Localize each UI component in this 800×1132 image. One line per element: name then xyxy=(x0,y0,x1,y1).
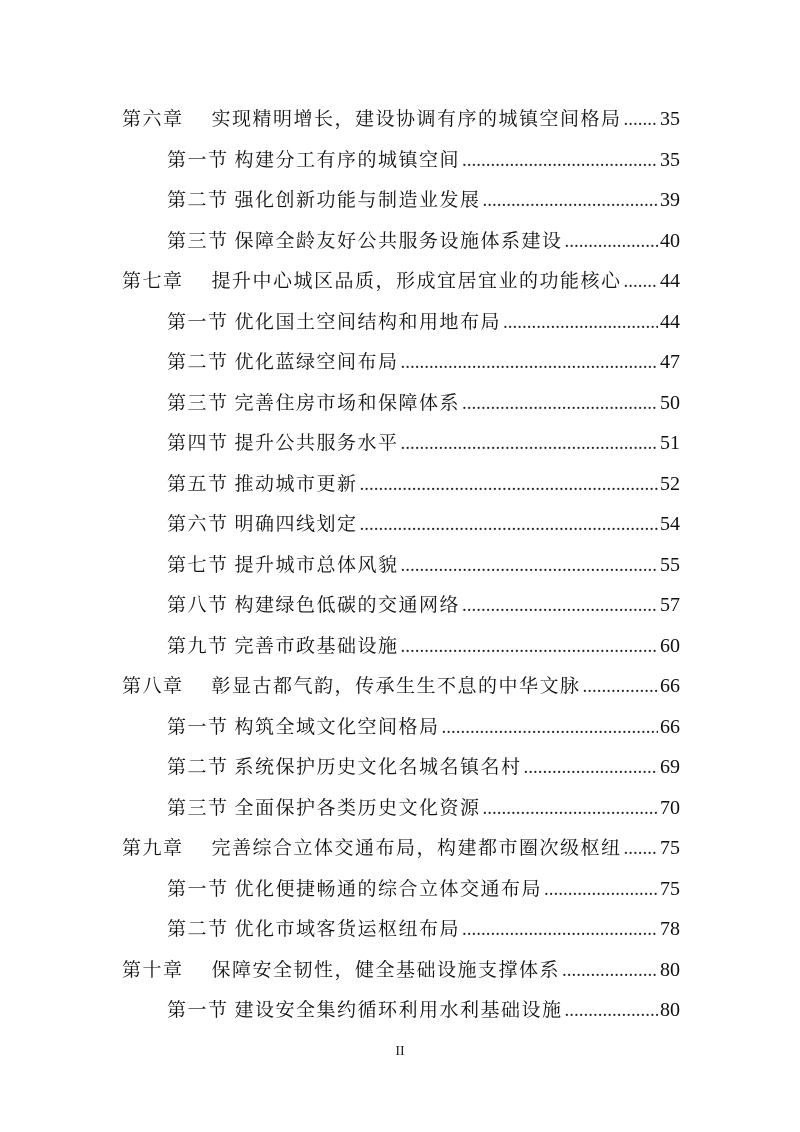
entry-label: 第四节 xyxy=(167,432,229,454)
entry-label: 第九节 xyxy=(167,634,229,657)
entry-label: 第三节 xyxy=(167,229,229,252)
entry-title: 提升城市总体风貌 xyxy=(234,553,399,576)
entry-label: 第八节 xyxy=(167,594,229,616)
entry-label: 第五节 xyxy=(167,472,229,495)
toc-section[interactable] xyxy=(122,185,680,226)
entry-title: 提升公共服务水平 xyxy=(234,432,399,454)
entry-page: 35 xyxy=(660,108,680,130)
entry-page: 39 xyxy=(660,189,680,211)
entry-page: 44 xyxy=(660,310,680,333)
dot-leader xyxy=(462,595,658,617)
entry-label: 第八章 xyxy=(122,675,184,697)
toc-section[interactable] xyxy=(122,347,680,388)
entry-label: 第三节 xyxy=(167,391,229,414)
dot-leader xyxy=(401,555,658,577)
entry-title: 实现精明增长，建设协调有序的城镇空间格局 xyxy=(211,108,622,130)
entry-title: 构筑全域文化空间格局 xyxy=(234,715,440,738)
entry-page: 35 xyxy=(660,148,680,171)
entry-title: 优化便捷畅通的综合立体交通布局 xyxy=(234,877,543,900)
toc-chapter-7[interactable] xyxy=(122,266,680,307)
toc-section[interactable] xyxy=(122,388,680,429)
dot-leader xyxy=(565,1000,658,1022)
dot-leader xyxy=(483,190,658,212)
entry-title: 完善综合立体交通布局，构建都市圈次级枢纽 xyxy=(211,837,622,859)
entry-page: 54 xyxy=(660,513,680,535)
entry-label: 第一节 xyxy=(167,148,229,171)
toc-section[interactable] xyxy=(122,145,680,186)
entry-label: 第九章 xyxy=(122,837,184,859)
entry-label: 第一节 xyxy=(167,999,229,1021)
entry-page: 70 xyxy=(660,796,680,819)
entry-page: 69 xyxy=(660,756,680,778)
toc-section[interactable] xyxy=(122,550,680,591)
toc-chapter-8[interactable] xyxy=(122,671,680,712)
dot-leader xyxy=(483,798,658,820)
dot-leader xyxy=(462,150,658,172)
dot-leader xyxy=(624,271,658,293)
toc-chapter-9[interactable] xyxy=(122,833,680,874)
entry-title: 建设安全集约循环利用水利基础设施 xyxy=(234,999,563,1021)
entry-title: 优化国土空间结构和用地布局 xyxy=(234,310,502,333)
entry-page: 80 xyxy=(660,999,680,1021)
entry-label: 第七章 xyxy=(122,270,184,292)
entry-page: 52 xyxy=(660,472,680,495)
entry-label: 第六节 xyxy=(167,513,229,535)
dot-leader xyxy=(503,312,658,334)
dot-leader xyxy=(544,879,658,901)
dot-leader xyxy=(442,717,658,739)
entry-title: 优化蓝绿空间布局 xyxy=(234,351,399,373)
toc-section[interactable] xyxy=(122,428,680,469)
entry-page: 80 xyxy=(660,958,680,981)
toc-section[interactable] xyxy=(122,590,680,631)
entry-label: 第二节 xyxy=(167,351,229,373)
toc-section[interactable] xyxy=(122,752,680,793)
entry-page: 60 xyxy=(660,634,680,657)
toc-section[interactable] xyxy=(122,793,680,834)
entry-page: 75 xyxy=(660,877,680,900)
toc-chapter-10[interactable] xyxy=(122,955,680,996)
entry-label: 第二节 xyxy=(167,756,229,778)
entry-title: 构建分工有序的城镇空间 xyxy=(234,148,461,171)
toc-section[interactable] xyxy=(122,226,680,267)
entry-label: 第一节 xyxy=(167,877,229,900)
entry-page: 75 xyxy=(660,837,680,859)
entry-label: 第十章 xyxy=(122,958,184,981)
entry-title: 提升中心城区品质，形成宜居宜业的功能核心 xyxy=(211,270,622,292)
dot-leader xyxy=(624,109,658,131)
entry-title: 彰显古都气韵，传承生生不息的中华文脉 xyxy=(211,675,581,697)
entry-title: 明确四线划定 xyxy=(234,513,358,535)
toc-section[interactable] xyxy=(122,469,680,510)
entry-page: 55 xyxy=(660,553,680,576)
entry-title: 完善住房市场和保障体系 xyxy=(234,391,461,414)
toc-section[interactable] xyxy=(122,307,680,348)
dot-leader xyxy=(401,352,658,374)
toc-section[interactable] xyxy=(122,874,680,915)
entry-label: 第六章 xyxy=(122,108,184,130)
dot-leader xyxy=(562,960,658,982)
entry-page: 66 xyxy=(660,715,680,738)
entry-title: 系统保护历史文化名城名镇名村 xyxy=(234,756,522,778)
entry-title: 优化市域客货运枢纽布局 xyxy=(234,918,461,940)
dot-leader xyxy=(401,636,658,658)
entry-title: 全面保护各类历史文化资源 xyxy=(234,796,481,819)
toc-section[interactable] xyxy=(122,995,680,1036)
page-number: II xyxy=(395,1044,405,1059)
entry-title: 完善市政基础设施 xyxy=(234,634,399,657)
entry-label: 第一节 xyxy=(167,310,229,333)
dot-leader xyxy=(462,919,658,941)
entry-label: 第二节 xyxy=(167,189,229,211)
entry-page: 47 xyxy=(660,351,680,373)
dot-leader xyxy=(624,838,658,860)
dot-leader xyxy=(583,676,658,698)
entry-title: 保障全龄友好公共服务设施体系建设 xyxy=(234,229,563,252)
dot-leader xyxy=(360,474,658,496)
entry-page: 66 xyxy=(660,675,680,697)
dot-leader xyxy=(462,393,658,415)
entry-page: 50 xyxy=(660,391,680,414)
toc-section[interactable] xyxy=(122,914,680,955)
entry-title: 保障安全韧性，健全基础设施支撑体系 xyxy=(211,958,561,981)
entry-label: 第一节 xyxy=(167,715,229,738)
entry-title: 构建绿色低碳的交通网络 xyxy=(234,594,461,616)
toc-section[interactable] xyxy=(122,631,680,672)
entry-page: 51 xyxy=(660,432,680,454)
dot-leader xyxy=(401,433,658,455)
toc-section[interactable] xyxy=(122,509,680,550)
entry-page: 57 xyxy=(660,594,680,616)
entry-label: 第二节 xyxy=(167,918,229,940)
entry-title: 强化创新功能与制造业发展 xyxy=(234,189,481,211)
entry-label: 第三节 xyxy=(167,796,229,819)
entry-page: 40 xyxy=(660,229,680,252)
toc-section[interactable] xyxy=(122,712,680,753)
entry-title: 推动城市更新 xyxy=(234,472,358,495)
toc-chapter-6[interactable] xyxy=(122,104,680,145)
entry-label: 第七节 xyxy=(167,553,229,576)
dot-leader xyxy=(524,757,658,779)
entry-page: 78 xyxy=(660,918,680,940)
table-of-contents xyxy=(122,104,680,1036)
dot-leader xyxy=(360,514,658,536)
dot-leader xyxy=(565,231,658,253)
entry-page: 44 xyxy=(660,270,680,292)
